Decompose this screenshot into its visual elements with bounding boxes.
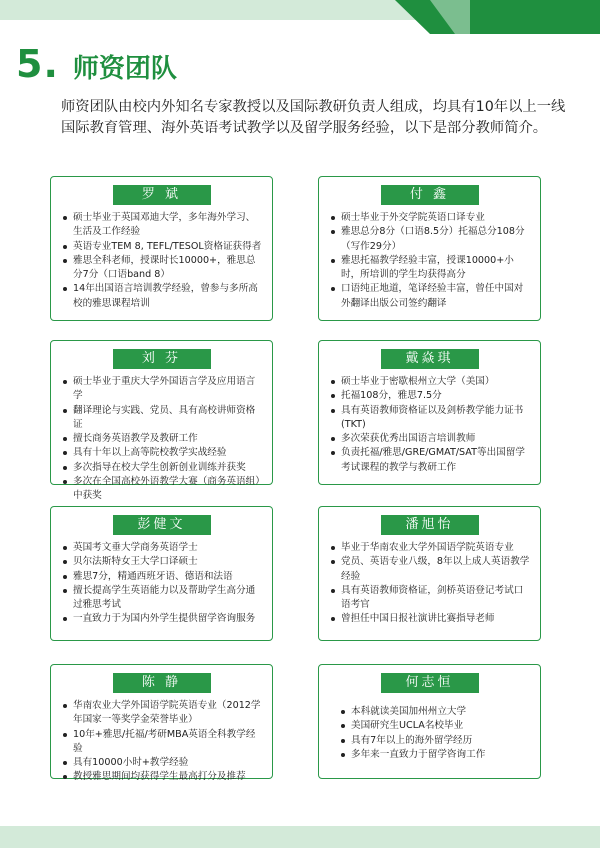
- teacher-bio-list: [331, 375, 532, 475]
- top-decor-band: [0, 0, 600, 34]
- teacher-bio-list: [331, 541, 532, 627]
- bio-item: 具有英语教师资格证以及剑桥教学能力证书(TKT): [331, 404, 532, 433]
- teacher-card-chen-jing: [50, 664, 273, 783]
- bio-item: 硕士毕业于密歇根州立大学（美国）: [331, 375, 532, 389]
- bio-item: 托福108分，雅思7.5分: [331, 389, 532, 403]
- bio-item: 口语纯正地道，笔译经验丰富，曾任中国对外翻译出版公司签约翻译: [331, 282, 532, 311]
- teacher-name: 潘旭怡: [381, 515, 479, 535]
- bio-item: 翻译理论与实践、党员、具有高校讲师资格证: [63, 404, 264, 433]
- bio-item: 擅长提高学生英语能力以及帮助学生高分通过雅思考试: [63, 584, 264, 613]
- bio-item: 多次指导在校大学生创新创业训练并获奖: [63, 461, 264, 475]
- bio-item: 多次荣获优秀出国语言培训教师: [331, 432, 532, 446]
- teacher-name: 罗 斌: [113, 185, 211, 205]
- bio-item: 具有英语教师资格证，剑桥英语登记考试口语考官: [331, 584, 532, 613]
- teacher-bio-list: [63, 699, 264, 785]
- teacher-name: 陈 静: [113, 673, 211, 693]
- bio-item: 擅长商务英语教学及教研工作: [63, 432, 264, 446]
- teacher-card-dai-yanqi: [318, 340, 541, 485]
- bottom-decor-band: [0, 826, 600, 848]
- teacher-name: 彭健文: [113, 515, 211, 535]
- teacher-name: 付 鑫: [381, 185, 479, 205]
- intro-paragraph: 师资团队由校内外知名专家教授以及国际教研负责人组成，均具有10年以上一线国际教育管理、海外英语考试教学以及留学服务经验，以下是部分教师简介。: [61, 99, 566, 136]
- teacher-bio-list: [63, 375, 264, 504]
- bio-item: 10年+雅思/托福/考研MBA英语全科教学经验: [63, 728, 264, 757]
- teacher-name: 戴焱琪: [381, 349, 479, 369]
- teacher-card-liu-fen: [50, 340, 273, 502]
- bio-item: 硕士毕业于重庆大学外国语言学及应用语言学: [63, 375, 264, 404]
- section-number: 5.: [16, 42, 59, 86]
- section-heading: [16, 42, 177, 86]
- teacher-name: 刘 芬: [113, 349, 211, 369]
- bio-item: 贝尔法斯特女王大学口译硕士: [63, 555, 264, 569]
- teacher-card-he-zhiheng: [318, 664, 541, 779]
- teacher-card-luo-bin: [50, 176, 273, 321]
- bio-item: 14年出国语言培训教学经验，曾参与多所高校的雅思课程培训: [63, 282, 264, 311]
- bio-item: 多年来一直致力于留学咨询工作: [341, 748, 532, 762]
- bio-item: 华南农业大学外国语学院英语专业（2012学年国家一等奖学金荣誉毕业）: [63, 699, 264, 728]
- bio-item: 英国考文垂大学商务英语学士: [63, 541, 264, 555]
- bio-item: 英语专业TEM 8, TEFL/TESOL资格证获得者: [63, 240, 264, 254]
- bio-item: 雅思托福教学经验丰富，授课10000+小时，所培训的学生均获得高分: [331, 254, 532, 283]
- bio-item: 党员、英语专业八级，8年以上成人英语教学经验: [331, 555, 532, 584]
- teacher-bio-list: [63, 211, 264, 311]
- bio-item: 负责托福/雅思/GRE/GMAT/SAT等出国留学考试课程的教学与教研工作: [331, 446, 532, 475]
- bio-item: 具有十年以上高等院校教学实战经验: [63, 446, 264, 460]
- bio-item: 具有10000小时+教学经验: [63, 756, 264, 770]
- bio-item: 具有7年以上的海外留学经历: [341, 734, 532, 748]
- teacher-card-pan-xuyi: [318, 506, 541, 641]
- teacher-card-fu-xin: [318, 176, 541, 321]
- bio-item: 一直致力于为国内外学生提供留学咨询服务: [63, 612, 264, 626]
- bio-item: 硕士毕业于英国邓迪大学，多年海外学习、生活及工作经验: [63, 211, 264, 240]
- bio-item: 多次在全国高校外语教学大赛（商务英语组）中获奖: [63, 475, 264, 504]
- teacher-name: 何志恒: [381, 673, 479, 693]
- teacher-card-peng-jianwen: [50, 506, 273, 641]
- teacher-bio-list: [341, 705, 532, 762]
- bio-item: 雅思全科老师，授课时长10000+，雅思总分7分（口语band 8）: [63, 254, 264, 283]
- bio-item: 雅思总分8分（口语8.5分）托福总分108分（写作29分）: [331, 225, 532, 254]
- bio-item: 雅思7分，精通西班牙语、德语和法语: [63, 570, 264, 584]
- section-title: 师资团队: [72, 54, 177, 84]
- bio-item: 毕业于华南农业大学外国语学院英语专业: [331, 541, 532, 555]
- bio-item: 美国研究生UCLA名校毕业: [341, 719, 532, 733]
- bio-item: 本科就读美国加州州立大学: [341, 705, 532, 719]
- bio-item: 硕士毕业于外交学院英语口译专业: [331, 211, 532, 225]
- teacher-bio-list: [331, 211, 532, 311]
- bio-item: 曾担任中国日报社演讲比赛指导老师: [331, 612, 532, 626]
- bio-item: 教授雅思期间均获得学生最高打分及推荐: [63, 770, 264, 784]
- teacher-bio-list: [63, 541, 264, 627]
